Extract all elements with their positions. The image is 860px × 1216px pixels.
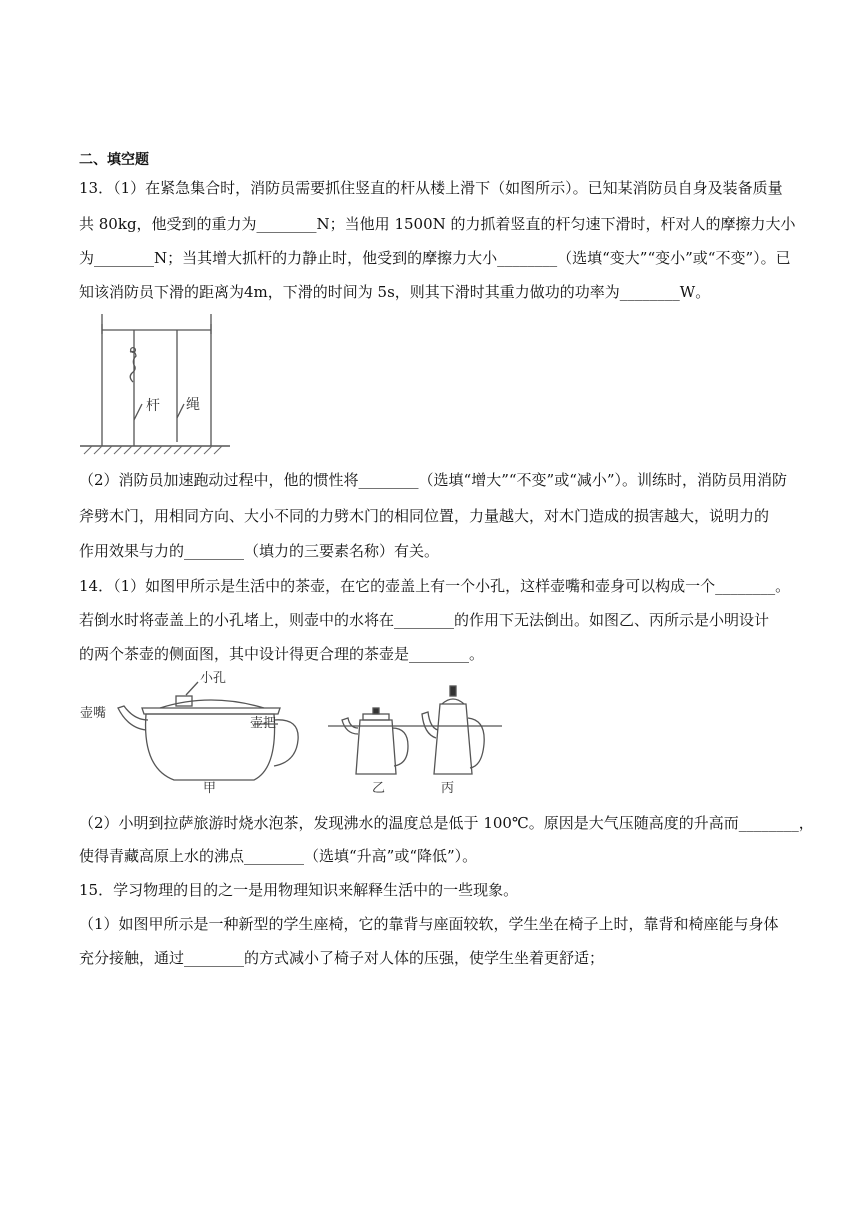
q13-p1-line-3: 为________N；当其增大抓杆的力静止时，他受到的摩擦力大小________（选填“变大”“变小”或“不变”）。已	[79, 249, 791, 267]
spout-label: 壶嘴	[80, 706, 107, 721]
q15-p1-line-2: 充分接触，通过________的方式减小了椅子对人体的压强，使学生坐着更舒适；	[79, 949, 605, 967]
q13-p2-line-1: （2）消防员加速跑动过程中，他的惯性将________（选填“增大”“不变”或“减小”）。训练时，消防员用消防	[79, 471, 788, 489]
section-title: 二、填空题	[79, 152, 149, 168]
rope-label: 绳	[186, 397, 200, 413]
q13-p1-line-2: 共 80kg，他受到的重力为________N；当他用 1500N 的力抓着竖直的杆匀速下滑时，杆对人的摩擦力大小	[79, 215, 796, 233]
firefighter-pole-figure	[80, 310, 230, 455]
q14-p1-line-2: 若倒水时将壶盖上的小孔堵上，则壶中的水将在________的作用下无法倒出。如图乙、丙所示是小明设计	[79, 611, 770, 629]
q14-p2-line-2: 使得青藏高原上水的沸点________（选填“升高”或“降低”）。	[79, 847, 478, 865]
q14-p1-line-1: 14．（1）如图甲所示是生活中的茶壶，在它的壶盖上有一个小孔，这样壶嘴和壶身可以构成一个________。	[79, 577, 791, 595]
q13-p2-line-3: 作用效果与力的________（填力的三要素名称）有关。	[79, 542, 440, 560]
jia-label: 甲	[203, 781, 217, 794]
yi-label: 乙	[372, 781, 386, 794]
q14-p1-line-3: 的两个茶壶的侧面图，其中设计得更合理的茶壶是________。	[79, 645, 485, 663]
bing-label: 丙	[441, 781, 455, 794]
handle-label: 壶把	[250, 716, 277, 731]
q15-intro: 15．学习物理的目的之一是用物理知识来解释生活中的一些现象。	[79, 881, 519, 899]
q13-p1-line-4: 知该消防员下滑的距离为4m，下滑的时间为 5s，则其下滑时其重力做功的功率为________W。	[79, 283, 711, 301]
q14-p2-line-1: （2）小明到拉萨旅游时烧水泡茶，发现沸水的温度总是低于 100℃。原因是大气压随高度的升高而________，	[79, 814, 814, 832]
q13-p1-line-1: 13．（1）在紧急集合时，消防员需要抓住竖直的杆从楼上滑下（如图所示）。已知某消防员自身及装备质量	[79, 179, 783, 197]
q13-p2-line-2: 斧劈木门，用相同方向、大小不同的力劈木门的相同位置，力量越大，对木门造成的损害越大，说明力的	[79, 507, 770, 525]
hole-label: 小孔	[200, 671, 227, 686]
q15-p1-line-1: （1）如图甲所示是一种新型的学生座椅，它的靠背与座面较软，学生坐在椅子上时，靠背和椅座能与身体	[79, 915, 779, 933]
teapot-figure	[78, 668, 508, 794]
pole-label: 杆	[146, 398, 160, 414]
